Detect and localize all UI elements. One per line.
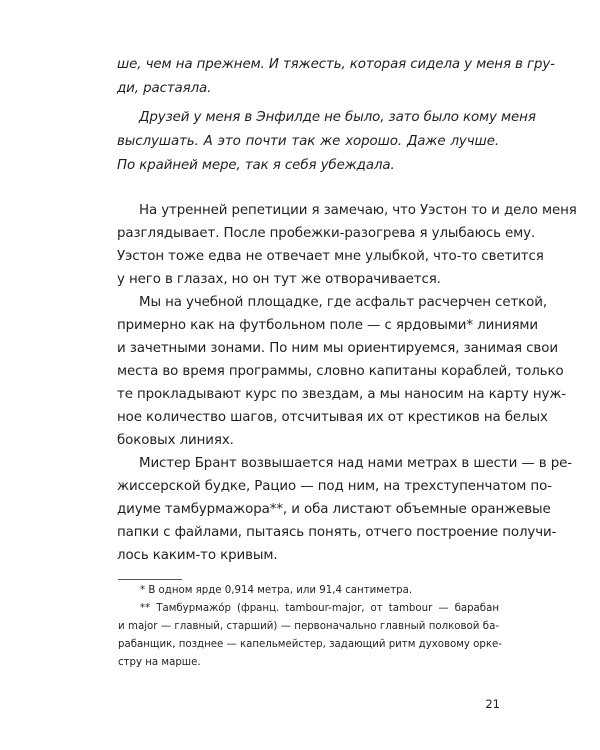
text-line: и зачетными зонами. По ним мы ориентируемся, занимая свои <box>117 341 558 356</box>
text-line: разглядывает. После пробежки-разогрева я улыбаюсь ему. <box>117 226 536 241</box>
text-line: ше, чем на прежнем. И тяжесть, которая сидела у меня в гру- <box>117 57 555 72</box>
text-line: выслушать. А это почти так же хорошо. Даже лучше. <box>117 134 499 149</box>
text-line: ное количество шагов, отсчитывая их от крестиков на белых <box>117 410 548 425</box>
text-line: На утренней репетиции я замечаю, что Уэстон то и дело меня <box>139 203 577 218</box>
text-line: боковых линиях. <box>117 433 234 448</box>
footnote-line: ** Тамбурмажо́р (франц. tambour-major, от tambour — барабан <box>140 603 499 614</box>
footnote-line: и major — главный, старший) — первоначально главный полковой ба- <box>118 621 499 632</box>
text-line: места во время программы, словно капитаны кораблей, только <box>117 364 564 379</box>
footnote-separator <box>118 579 182 580</box>
footnote-line: * В одном ярде 0,914 метра, или 91,4 сантиметра. <box>140 585 413 596</box>
text-line: лось каким-то кривым. <box>117 548 278 563</box>
text-line: у него в глазах, но он тут же отворачивается. <box>117 272 441 287</box>
text-line: папки с файлами, пытаясь понять, отчего построение получи- <box>117 525 557 540</box>
text-line: диуме тамбурмажора**, и оба листают объемные оранжевые <box>117 502 551 517</box>
text-line: ди, растаяла. <box>117 81 212 96</box>
text-line: те прокладывают курс по звездам, а мы наносим на карту нуж- <box>117 387 567 402</box>
footnote-line: рабанщик, позднее — капельмейстер, задающий ритм духовому орке- <box>118 639 502 650</box>
text-line: жиссерской будке, Рацио — под ним, на трехступенчатом по- <box>117 479 552 494</box>
text-line: Друзей у меня в Энфилде не было, зато было кому меня <box>139 110 536 125</box>
text-line: Мистер Брант возвышается над нами метрах в шести — в ре- <box>139 456 573 471</box>
page-number: 21 <box>485 697 500 711</box>
text-line: Мы на учебной площадке, где асфальт расчерчен сеткой, <box>139 295 547 310</box>
text-line: примерно как на футбольном поле — с ярдовыми* линиями <box>117 318 539 333</box>
text-line: По крайней мере, так я себя убеждала. <box>117 158 395 173</box>
text-line: Уэстон тоже едва не отвечает мне улыбкой, что-то светится <box>117 249 544 264</box>
footnote-line: стру на марше. <box>118 657 201 668</box>
